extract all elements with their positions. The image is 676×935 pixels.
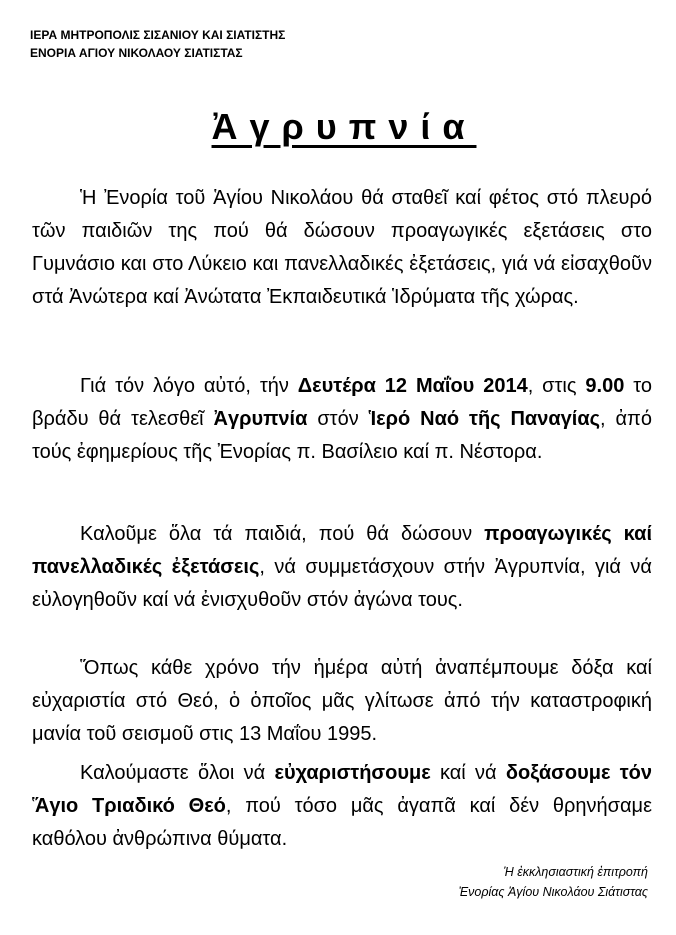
- paragraph-2: [32, 370, 652, 469]
- thanks-emphasis: εὐχαριστήσουμε: [274, 762, 431, 784]
- paragraph-2-text: [32, 370, 652, 469]
- paragraph-1: [32, 182, 652, 314]
- text-span: , ἀπό τούς ἐφημερίους τῆς Ἐνορίας π. Βασίλειο καί π. Νέστορα.: [32, 408, 652, 463]
- paragraph-5-text: [32, 757, 652, 856]
- text-span: , πού τόσο μᾶς ἀγαπᾶ καί δέν θρηνήσαμε καθόλου ἀνθρώπινα θύματα.: [32, 795, 652, 850]
- paragraph-3: [32, 518, 652, 617]
- signature-block: [459, 862, 648, 902]
- paragraph-1-text: Ἡ Ἐνορία τοῦ Ἁγίου Νικολάου θά σταθεῖ καί φέτος στό πλευρό τῶν παιδιῶν της πού θά δώσουν προαγωγικές εξετάσεις στο Γυμνάσιο και στο Λύκειο και πανελλαδικές ἐξετάσεις, γιά νά εἰσαχθοῦν στά Ἀνώτερα καί Ἀνώτατα Ἐκπαιδευτικά Ἱδρύματα τῆς χώρας.: [32, 187, 652, 308]
- paragraph-4: [32, 652, 652, 751]
- glorify-emphasis: δοξάσουμε τόν Ἅγιο Τριαδικό Θεό: [32, 762, 652, 817]
- document-header: [30, 26, 285, 62]
- signature-parish: Ἐνορίας Ἁγίου Νικολάου Σιάτιστας: [458, 885, 648, 899]
- signature-committee: Ἡ ἐκκλησιαστική ἐπιτροπή: [503, 865, 648, 879]
- text-span: Καλοῦμε ὅλα τά παιδιά, πού θά δώσουν: [80, 523, 485, 545]
- church-name: Ἱερό Ναό τῆς Παναγίας: [368, 408, 601, 430]
- text-span: το βράδυ θά τελεσθεῖ: [32, 375, 653, 430]
- vigil-date: Δευτέρα 12 Μαΐου 2014: [297, 375, 528, 397]
- paragraph-5: [32, 757, 652, 856]
- text-span: Γιά τόν λόγο αὐτό, τήν: [80, 375, 298, 397]
- vigil-time: 9.00: [585, 375, 625, 397]
- metropolis-name: ΙΕΡΑ ΜΗΤΡΟΠΟΛΙΣ ΣΙΣΑΝΙΟΥ ΚΑΙ ΣΙΑΤΙΣΤΗΣ: [30, 28, 286, 42]
- text-span: , στις: [527, 375, 586, 397]
- text-span: καί νά: [430, 762, 506, 784]
- text-span: στόν: [307, 408, 369, 430]
- exams-emphasis: προαγωγικές καί πανελλαδικές ἐξετάσεις: [32, 523, 652, 578]
- document-title: [0, 100, 676, 154]
- vigil-word: Ἀγρυπνία: [213, 408, 308, 430]
- text-span: , νά συμμετάσχουν στήν Ἀγρυπνία, γιά νά εὐλογηθοῦν καί νά ἐνισχυθοῦν στόν ἀγώνα τους.: [32, 556, 652, 611]
- paragraph-3-text: [32, 518, 652, 617]
- parish-name: ΕΝΟΡΙΑ ΑΓΙΟΥ ΝΙΚΟΛΑΟΥ ΣΙΑΤΙΣΤΑΣ: [30, 46, 243, 60]
- paragraph-4-text: Ὅπως κάθε χρόνο τήν ἡμέρα αὐτή ἀναπέμπουμε δόξα καί εὐχαριστία στό Θεό, ὁ ὁποῖος μᾶς γλίτωσε ἀπό τήν καταστροφική μανία τοῦ σεισμοῦ στις 13 Μαΐου 1995.: [32, 657, 652, 745]
- title-text: Ἀγρυπνία: [211, 106, 477, 147]
- text-span: Καλούμαστε ὅλοι νά: [80, 762, 275, 784]
